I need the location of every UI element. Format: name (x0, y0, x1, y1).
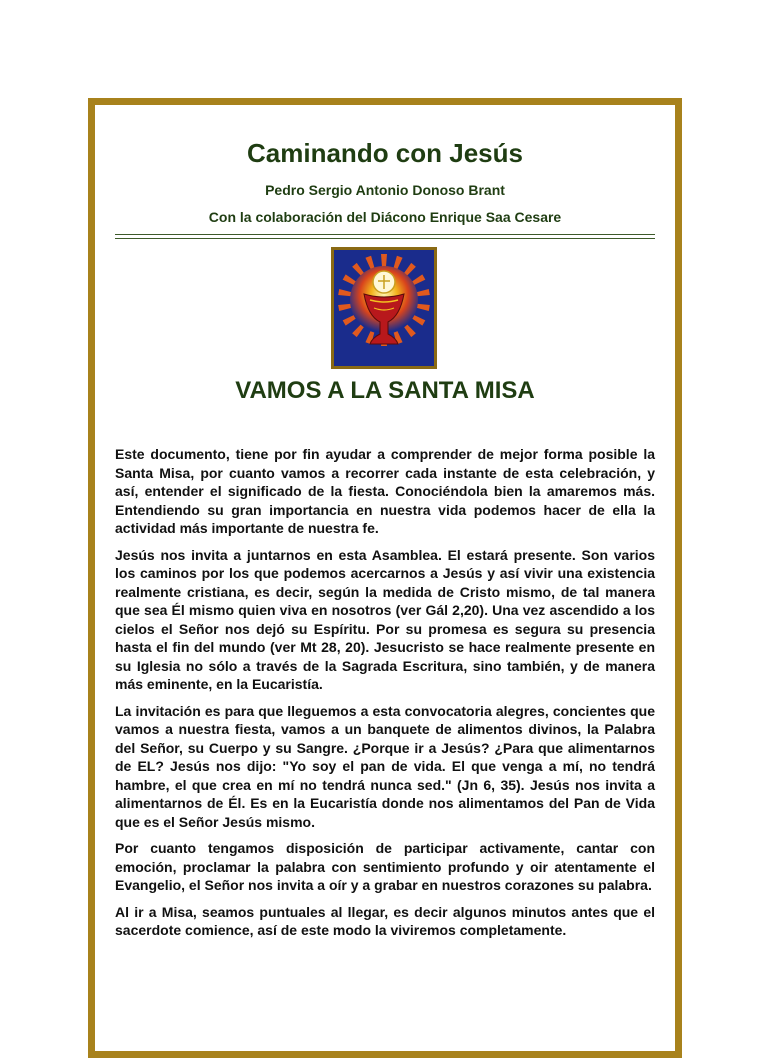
paragraph: Al ir a Misa, seamos puntuales al llegar, es decir algunos minutos antes que el sacerdote comience, así de este modo la viviremos completamente. (115, 903, 655, 938)
paragraph: Por cuanto tengamos disposición de participar activamente, cantar con emoción, proclamar la palabra con sentimiento profundo y oir atentamente el Evangelio, el Señor nos invita a oír y a grabar en nuestros corazones su palabra. (115, 840, 655, 893)
section-heading: VAMOS A LA SANTA MISA (235, 377, 535, 404)
author-line: Pedro Sergio Antonio Donoso Brant (265, 182, 505, 198)
document-body (115, 445, 655, 948)
collaboration-line: Con la colaboración del Diácono Enrique Saa Cesare (208, 209, 562, 225)
paragraph: Este documento, tiene por fin ayudar a comprender de mejor forma posible la Santa Misa, por cuanto vamos a recorrer cada instante de esta celebración, y así, entender el significado de la fiesta. Conociéndola bien la amaremos más. Entendiendo su gran importancia en nuestra vida podemos hacer de ella la actividad más importante de nuestra fe. (115, 446, 655, 536)
paragraph: Jesús nos invita a juntarnos en esta Asamblea. El estará presente. Son varios los caminos por los que podemos acercarnos a Jesús y así vivir una existencia realmente cristiana, es decir, según la medida de Cristo mismo, de tal manera que sea Él mismo quien viva en nosotros (ver Gál 2,20). Una vez ascendido a los cielos el Señor nos dejó su Espíritu. Por su promesa es segura su presencia hasta el fin del mundo (ver Mt 28, 20). Jesucristo se hace realmente presente en su Iglesia no sólo a través de la Sagrada Escritura, sino también, y de manera más eminente, en la Eucaristía. (115, 546, 655, 692)
document-title: Caminando con Jesús (247, 138, 523, 168)
paragraph: La invitación es para que lleguemos a esta convocatoria alegres, concientes que vamos a nuestra fiesta, vamos a un banquete de alimentos divinos, la Palabra del Señor, su Cuerpo y su Sangre. ¿Porque ir a Jesús? ¿Para que alimentarnos de EL? Jesús nos dijo: "Yo soy el pan de vida. El que venga a mí, no tendrá hambre, el que crea en mí no tendrá nunca sed." (Jn 6, 35). Jesús nos invita a alimentarnos de Él. Es en la Eucaristía donde nos alimentamos del Pan de Vida que es el Señor Jesús mismo. (115, 702, 655, 830)
chalice-host-icon (331, 247, 437, 369)
document-page (88, 98, 682, 1058)
divider-rule (115, 234, 655, 239)
